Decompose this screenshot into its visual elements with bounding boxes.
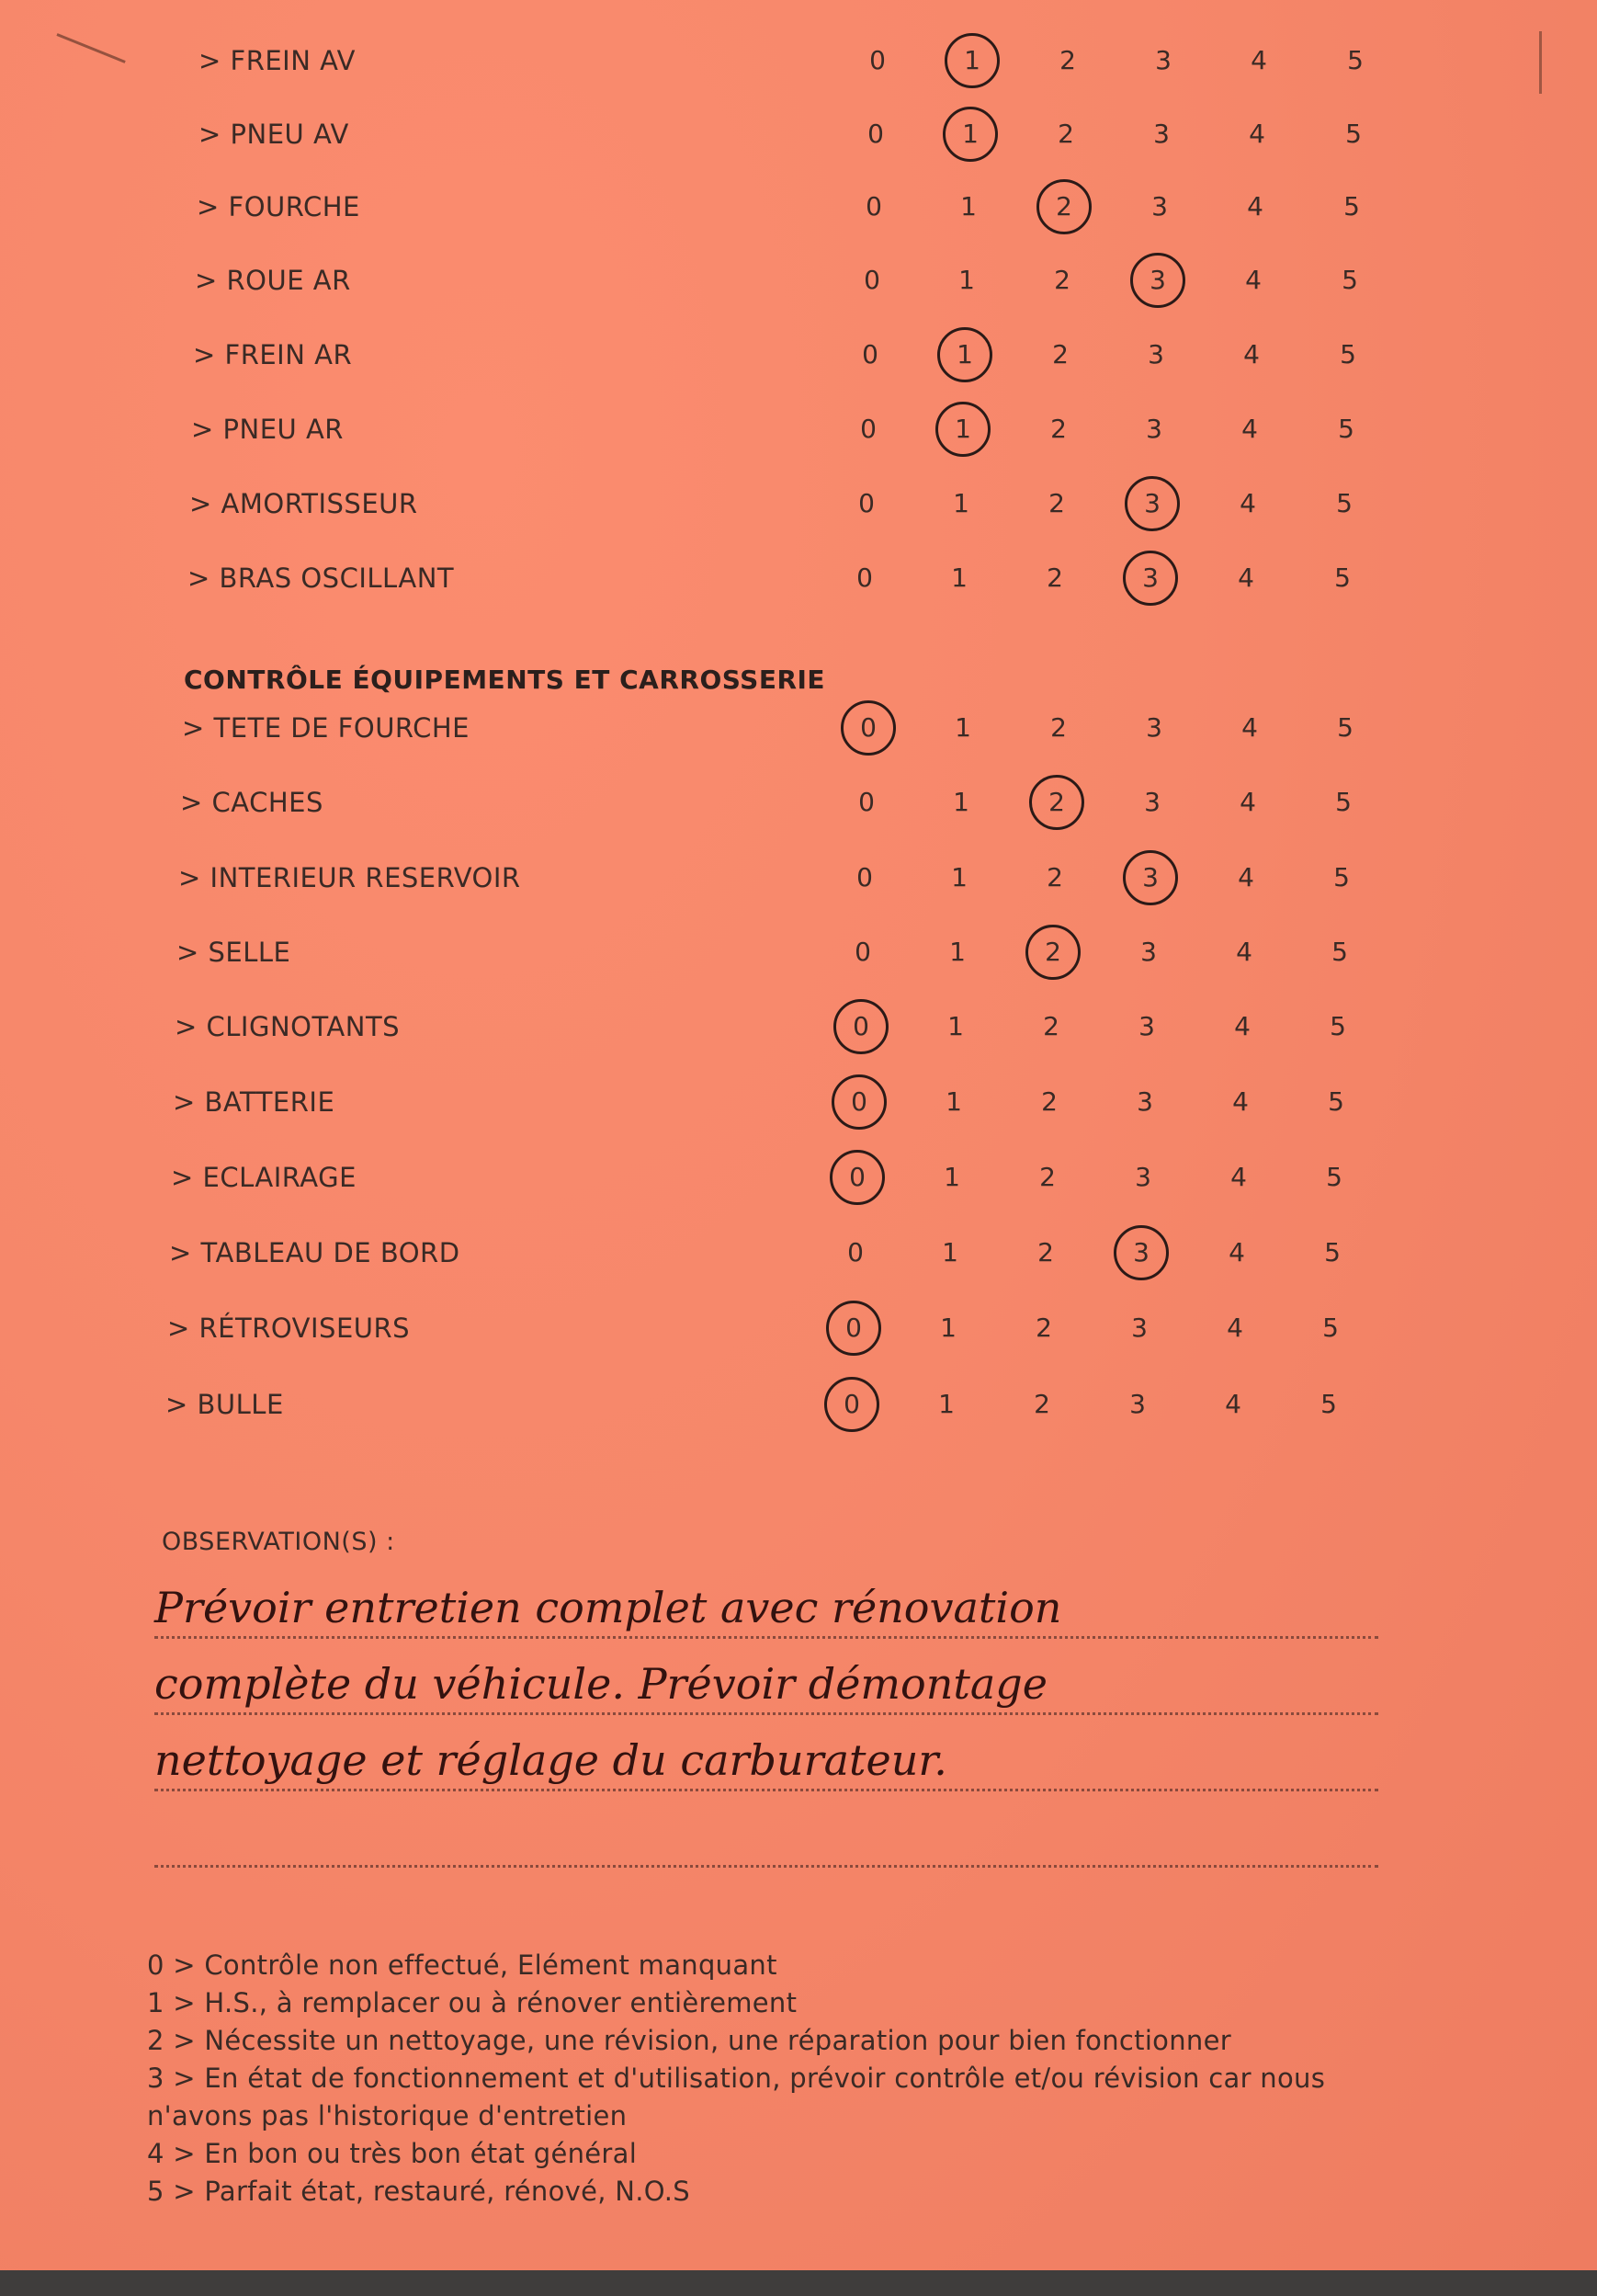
inspection-row: [0, 1377, 1597, 1432]
score-option-selected[interactable]: 1: [935, 402, 991, 457]
inspection-row: [0, 1074, 1597, 1130]
score-option-selected[interactable]: 0: [841, 700, 896, 756]
score-option[interactable]: 3: [1153, 119, 1170, 149]
score-option[interactable]: 1: [953, 787, 969, 817]
score-option[interactable]: 2: [1036, 1313, 1052, 1343]
score-option[interactable]: 3: [1131, 1313, 1148, 1343]
score-option[interactable]: 4: [1238, 862, 1254, 892]
score-option[interactable]: 3: [1155, 45, 1172, 75]
score-option[interactable]: 0: [867, 119, 884, 149]
score-option[interactable]: 4: [1240, 488, 1256, 518]
score-option[interactable]: 2: [1050, 712, 1067, 743]
inspection-row: [0, 700, 1597, 756]
inspection-item-label: > SELLE: [176, 937, 291, 968]
score-option[interactable]: 5: [1328, 1086, 1344, 1117]
score-option[interactable]: 5: [1322, 1313, 1339, 1343]
inspection-item-label: > PNEU AR: [191, 414, 344, 445]
score-option[interactable]: 3: [1138, 1011, 1155, 1041]
score-option[interactable]: 4: [1243, 339, 1260, 369]
score-option-selected[interactable]: 3: [1130, 253, 1185, 308]
inspection-item-label: > AMORTISSEUR: [189, 488, 418, 519]
score-option[interactable]: 0: [858, 488, 875, 518]
legend-item: 5 > Parfait état, restauré, rénové, N.O.S: [147, 2176, 690, 2207]
score-option[interactable]: 5: [1343, 191, 1360, 222]
observation-line: [154, 1564, 1378, 1639]
score-option[interactable]: 1: [953, 488, 969, 518]
score-option[interactable]: 5: [1326, 1162, 1342, 1192]
score-option[interactable]: 4: [1247, 191, 1263, 222]
score-option[interactable]: 0: [869, 45, 886, 75]
score-option-selected[interactable]: 2: [1029, 775, 1084, 830]
score-option[interactable]: 1: [949, 937, 966, 967]
inspection-row: [0, 107, 1597, 162]
observation-text: complète du véhicule. Prévoir démontage: [154, 1659, 1048, 1709]
score-option[interactable]: 1: [951, 563, 968, 593]
score-option[interactable]: 2: [1058, 119, 1074, 149]
observation-line: [154, 1793, 1378, 1868]
inspection-row: [0, 999, 1597, 1054]
score-option[interactable]: 4: [1241, 414, 1258, 444]
score-option[interactable]: 2: [1041, 1086, 1058, 1117]
score-option[interactable]: 0: [856, 862, 873, 892]
observations-title: OBSERVATION(S) :: [162, 1528, 395, 1556]
score-option[interactable]: 1: [946, 1086, 962, 1117]
score-option[interactable]: 4: [1240, 787, 1256, 817]
score-option-selected[interactable]: 0: [824, 1377, 879, 1432]
inspection-row: [0, 1301, 1597, 1356]
score-option[interactable]: 5: [1336, 488, 1353, 518]
inspection-row: [0, 1150, 1597, 1205]
score-option[interactable]: 5: [1342, 265, 1358, 295]
score-option[interactable]: 0: [856, 563, 873, 593]
score-option[interactable]: 1: [947, 1011, 964, 1041]
score-option[interactable]: 5: [1331, 937, 1348, 967]
inspection-row: [0, 925, 1597, 980]
score-option[interactable]: 1: [944, 1162, 960, 1192]
score-option[interactable]: 4: [1225, 1389, 1241, 1419]
inspection-item-label: > BATTERIE: [173, 1086, 335, 1118]
inspection-item-label: > TETE DE FOURCHE: [182, 712, 470, 744]
score-option-selected[interactable]: 3: [1123, 551, 1178, 606]
score-option[interactable]: 0: [862, 339, 878, 369]
score-option-selected[interactable]: 0: [826, 1301, 881, 1356]
inspection-item-label: > FOURCHE: [197, 191, 360, 222]
score-option[interactable]: 0: [864, 265, 880, 295]
inspection-item-label: > BRAS OSCILLANT: [187, 563, 455, 594]
inspection-row: [0, 402, 1597, 457]
inspection-row: [0, 1225, 1597, 1280]
inspection-item-label: > TABLEAU DE BORD: [169, 1237, 460, 1268]
inspection-item-label: > FREIN AR: [193, 339, 353, 370]
inspection-item-label: > FREIN AV: [198, 45, 356, 76]
score-option[interactable]: 2: [1047, 862, 1063, 892]
score-option[interactable]: 2: [1039, 1162, 1056, 1192]
score-option[interactable]: 3: [1148, 339, 1164, 369]
score-option[interactable]: 3: [1129, 1389, 1146, 1419]
score-option-selected[interactable]: 1: [945, 33, 1000, 88]
score-option-selected[interactable]: 1: [937, 327, 992, 382]
inspection-row: [0, 551, 1597, 606]
score-option[interactable]: 3: [1151, 191, 1168, 222]
score-option[interactable]: 4: [1241, 712, 1258, 743]
score-option[interactable]: 4: [1251, 45, 1267, 75]
score-option[interactable]: 1: [955, 712, 971, 743]
score-option-selected[interactable]: 3: [1114, 1225, 1169, 1280]
score-option[interactable]: 5: [1320, 1389, 1337, 1419]
score-option[interactable]: 4: [1229, 1237, 1245, 1267]
section-title-equipements: CONTRÔLE ÉQUIPEMENTS ET CARROSSERIE: [184, 665, 826, 695]
rating-legend: [147, 1947, 1415, 2211]
score-option[interactable]: 5: [1333, 862, 1350, 892]
legend-item: 3 > En état de fonctionnement et d'utilisation, prévoir contrôle et/ou révision car nous n'avons pas l'historique d'entretien: [147, 2063, 1326, 2131]
score-option[interactable]: 5: [1340, 339, 1356, 369]
legend-item: 4 > En bon ou très bon état général: [147, 2138, 638, 2169]
score-option[interactable]: 5: [1347, 45, 1364, 75]
score-option[interactable]: 4: [1227, 1313, 1243, 1343]
score-option[interactable]: 1: [951, 862, 968, 892]
score-option[interactable]: 3: [1137, 1086, 1153, 1117]
score-option[interactable]: 1: [938, 1389, 955, 1419]
legend-item: 0 > Contrôle non effectué, Elément manquant: [147, 1949, 777, 1981]
score-option-selected[interactable]: 1: [943, 107, 998, 162]
inspection-row: [0, 476, 1597, 531]
legend-item: 1 > H.S., à remplacer ou à rénover entièrement: [147, 1987, 798, 2018]
score-option[interactable]: 1: [942, 1237, 958, 1267]
observation-line: [154, 1641, 1378, 1715]
inspection-row: [0, 33, 1597, 88]
score-option[interactable]: 2: [1037, 1237, 1054, 1267]
score-option[interactable]: 3: [1140, 937, 1157, 967]
score-option[interactable]: 3: [1146, 414, 1162, 444]
score-option[interactable]: 0: [866, 191, 882, 222]
score-option-selected[interactable]: 3: [1125, 476, 1180, 531]
background-surface: [0, 2270, 1597, 2296]
score-option[interactable]: 2: [1050, 414, 1067, 444]
inspection-item-label: > BULLE: [165, 1389, 284, 1420]
inspection-row: [0, 327, 1597, 382]
score-option[interactable]: 2: [1048, 488, 1065, 518]
observation-text: nettoyage et réglage du carburateur.: [154, 1735, 947, 1785]
score-option-selected[interactable]: 2: [1025, 925, 1081, 980]
score-option[interactable]: 4: [1232, 1086, 1249, 1117]
score-option[interactable]: 0: [858, 787, 875, 817]
score-option[interactable]: 4: [1249, 119, 1265, 149]
score-option[interactable]: 5: [1335, 787, 1352, 817]
score-option[interactable]: 5: [1345, 119, 1362, 149]
score-option[interactable]: 4: [1238, 563, 1254, 593]
inspection-item-label: > ECLAIRAGE: [171, 1162, 357, 1193]
score-option[interactable]: 5: [1337, 712, 1353, 743]
observation-line: [154, 1717, 1378, 1791]
inspection-item-label: > CLIGNOTANTS: [175, 1011, 401, 1042]
inspection-row: [0, 179, 1597, 234]
inspection-row: [0, 775, 1597, 830]
score-option[interactable]: 1: [958, 265, 975, 295]
score-option-selected[interactable]: 3: [1123, 850, 1178, 905]
score-option-selected[interactable]: 0: [833, 999, 889, 1054]
inspection-item-label: > RÉTROVISEURS: [167, 1313, 411, 1344]
score-option[interactable]: 2: [1043, 1011, 1059, 1041]
inspection-row: [0, 253, 1597, 308]
score-option[interactable]: 5: [1334, 563, 1351, 593]
inspection-item-label: > PNEU AV: [198, 119, 349, 150]
score-option[interactable]: 3: [1144, 787, 1161, 817]
score-option-selected[interactable]: 2: [1036, 179, 1092, 234]
score-option[interactable]: 2: [1052, 339, 1069, 369]
inspection-item-label: > ROUE AR: [195, 265, 351, 296]
score-option[interactable]: 4: [1230, 1162, 1247, 1192]
score-option[interactable]: 4: [1245, 265, 1262, 295]
score-option[interactable]: 1: [960, 191, 977, 222]
legend-item: 2 > Nécessite un nettoyage, une révision, une réparation pour bien fonctionner: [147, 2025, 1231, 2056]
score-option[interactable]: 5: [1338, 414, 1354, 444]
score-option[interactable]: 5: [1324, 1237, 1341, 1267]
inspection-item-label: > INTERIEUR RESERVOIR: [178, 862, 521, 893]
inspection-row: [0, 850, 1597, 905]
score-option[interactable]: 3: [1146, 712, 1162, 743]
score-option[interactable]: 2: [1047, 563, 1063, 593]
score-option[interactable]: 2: [1034, 1389, 1050, 1419]
score-option[interactable]: 0: [855, 937, 871, 967]
observation-text: Prévoir entretien complet avec rénovation: [154, 1583, 1062, 1632]
score-option-selected[interactable]: 0: [832, 1074, 887, 1130]
score-option[interactable]: 4: [1234, 1011, 1251, 1041]
score-option[interactable]: 4: [1236, 937, 1252, 967]
score-option[interactable]: 5: [1330, 1011, 1346, 1041]
score-option[interactable]: 2: [1054, 265, 1070, 295]
score-option[interactable]: 2: [1059, 45, 1076, 75]
score-option[interactable]: 0: [860, 414, 877, 444]
inspection-item-label: > CACHES: [180, 787, 323, 818]
score-option[interactable]: 3: [1135, 1162, 1151, 1192]
score-option-selected[interactable]: 0: [830, 1150, 885, 1205]
score-option[interactable]: 1: [940, 1313, 957, 1343]
score-option[interactable]: 0: [847, 1237, 864, 1267]
